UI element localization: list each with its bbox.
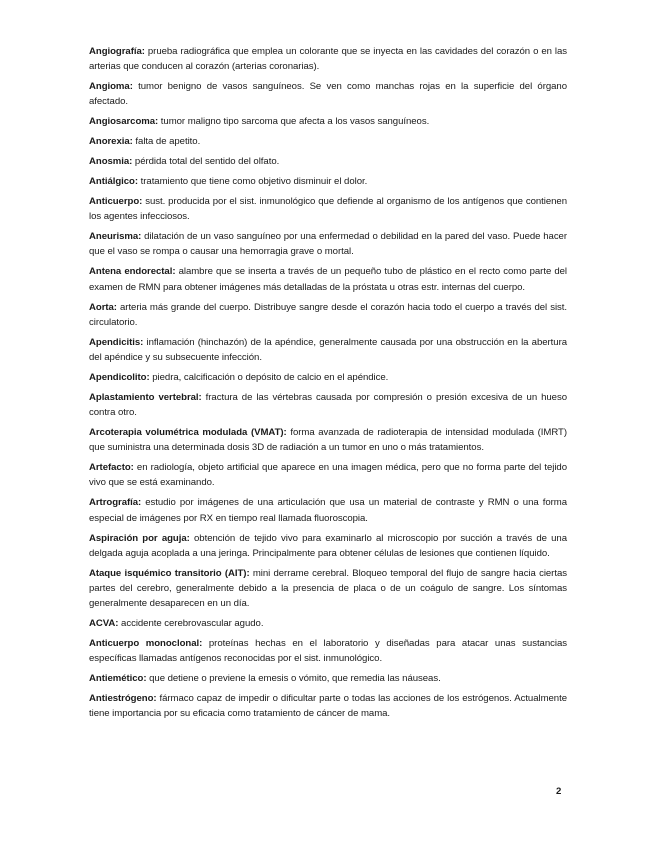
entry-term: Anticuerpo monoclonal: [89, 638, 203, 650]
glossary-entry [89, 194, 567, 225]
entry-definition: pérdida total del sentido del olfato. [132, 156, 280, 168]
glossary-entry [89, 44, 567, 75]
entry-definition: alambre que se inserta a través de un pequeño tubo de plástico en el recto como parte del examen de RMN para obtener imágenes más detalladas de la próstata u otras estr. internas del cuerpo. [89, 266, 567, 293]
glossary-entry [89, 495, 567, 526]
entry-term: Aplastamiento vertebral: [89, 391, 202, 403]
glossary-entry [89, 616, 567, 631]
glossary-entry [89, 134, 567, 149]
entry-definition: prueba radiográfica que emplea un colorante que se inyecta en las cavidades del corazón o en las arterias que conducen al corazón (arterias coronarias). [89, 46, 567, 73]
entry-term: Antiálgico: [89, 176, 139, 188]
page-number: 2 [556, 786, 562, 797]
glossary-entry [89, 264, 567, 295]
glossary-entry [89, 531, 567, 562]
entry-term: Anorexia: [89, 136, 133, 148]
glossary-entry [89, 79, 567, 110]
glossary-entry [89, 671, 567, 686]
entry-definition: inflamación (hinchazón) de la apéndice, generalmente causada por una obstrucción en la abertura del apéndice y su subsecuente infección. [89, 336, 567, 363]
entry-definition: tumor maligno tipo sarcoma que afecta a los vasos sanguíneos. [158, 116, 430, 128]
entry-definition: accidente cerebrovascular agudo. [118, 618, 264, 630]
entry-definition: arteria más grande del cuerpo. Distribuye sangre desde el corazón hacia todo el cuerpo a través del sist. circulatorio. [89, 301, 567, 328]
entry-term: Antiemético: [89, 673, 147, 685]
entry-definition: piedra, calcificación o depósito de calcio en el apéndice. [149, 371, 389, 383]
entry-term: Apendicolito: [89, 371, 150, 383]
entry-term: Aorta: [89, 301, 117, 313]
entry-definition: falta de apetito. [132, 136, 201, 148]
glossary-entry [89, 174, 567, 189]
entry-term: Anticuerpo: [89, 195, 143, 207]
glossary-entry [89, 229, 567, 260]
glossary-entry [89, 691, 567, 722]
entry-definition: sust. producida por el sist. inmunológico que defiende al organismo de los antígenos que contienen los agentes infecciosos. [89, 195, 567, 223]
entry-definition: proteínas hechas en el laboratorio y diseñadas para atacar unas sustancias específicas llamadas antígenos reconocidas por el sist. inmunológico. [89, 638, 567, 665]
entry-definition: forma avanzada de radioterapia de intensidad modulada (IMRT) que suministra una determinada dosis 3D de radiación a un tumor en uno o más tratamientos. [89, 426, 567, 454]
entry-term: Angiografía: [89, 46, 145, 57]
entry-term: Angioma: [89, 81, 133, 93]
entry-term: Anosmia: [89, 156, 133, 168]
glossary-entry [89, 335, 567, 366]
glossary-entry [89, 370, 567, 385]
entry-term: Apendicitis: [89, 336, 144, 348]
entry-definition: dilatación de un vaso sanguíneo por una enfermedad o debilidad en la pared del vaso. Puede hacer que el vaso se rompa o causar una hemorragia grave o mortal. [89, 231, 567, 258]
entry-term: ACVA: [89, 618, 119, 630]
entry-term: Arcoterapia volumétrica modulada (VMAT): [89, 426, 287, 438]
glossary-entry [89, 390, 567, 421]
entry-definition: que detiene o previene la emesis o vómito, que remedia las náuseas. [146, 673, 441, 685]
entry-definition: obtención de tejido vivo para examinarlo al microscopio por succión a través de una delgada aguja acoplada a una jeringa. Principalmente para obtener células de lesiones que contienen líquido. [89, 532, 568, 559]
glossary-entry [89, 566, 567, 612]
glossary-entry [89, 636, 567, 667]
entry-definition: mini derrame cerebral. Bloqueo temporal del flujo de sangre hacia ciertas partes del cerebro, generalmente debido a la presencia de placa o de un coágulo de sangre. Los síntomas generalmente desaparecen en un día. [89, 567, 567, 610]
entry-term: Angiosarcoma: [89, 116, 159, 128]
entry-term: Artrografía: [89, 497, 142, 509]
entry-term: Artefacto: [89, 462, 134, 474]
entry-term: Antiestrógeno: [89, 693, 157, 705]
glossary-entry [89, 460, 567, 491]
entry-term: Ataque isquémico transitorio (AIT): [89, 567, 250, 579]
entry-term: Antena endorectal: [89, 266, 176, 278]
entry-term: Aspiración por aguja: [89, 532, 190, 544]
glossary-entry [89, 114, 567, 129]
glossary-entry [89, 154, 567, 169]
glossary-entry [89, 300, 567, 331]
entry-term: Aneurisma: [89, 231, 142, 243]
entry-definition: tumor benigno de vasos sanguíneos. Se ven como manchas rojas en la superficie del órgano afectado. [89, 81, 567, 108]
entry-definition: en radiología, objeto artificial que aparece en una imagen médica, pero que no forma parte del tejido vivo que se está examinando. [89, 462, 567, 489]
glossary-entry [89, 425, 567, 456]
entry-definition: fractura de las vértebras causada por compresión o presión excesiva de un hueso contra otro. [89, 391, 567, 419]
glossary-entries [89, 44, 567, 722]
entry-definition: fármaco capaz de impedir o dificultar parte o todas las acciones de los estrógenos. Actualmente tiene importancia por su eficacia como tratamiento de cáncer de mama. [89, 693, 567, 720]
entry-definition: estudio por imágenes de una articulación que usa un material de contraste y RMN o una forma especial de imágenes por RX en tiempo real llamada fluoroscopia. [89, 497, 567, 524]
entry-definition: tratamiento que tiene como objetivo disminuir el dolor. [138, 176, 368, 188]
